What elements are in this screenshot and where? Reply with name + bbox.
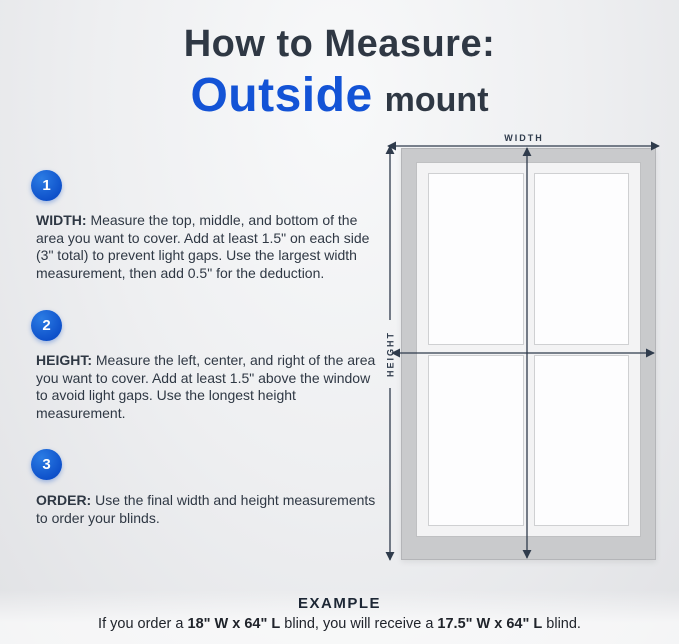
example-received-size: 17.5" W x 64" L: [437, 616, 543, 632]
step-3-text: [36, 492, 382, 527]
page-title: [0, 24, 679, 123]
height-label: HEIGHT: [385, 330, 396, 378]
title-line1: How to Measure:: [183, 23, 496, 65]
step-2-label: HEIGHT:: [36, 352, 92, 368]
step-1-badge: [31, 170, 62, 201]
width-label: WIDTH: [504, 133, 544, 143]
example-suffix: blind.: [542, 616, 581, 632]
step-3-label: ORDER:: [36, 492, 92, 508]
example-footer: [0, 590, 679, 644]
step-2-number: 2: [42, 317, 51, 334]
step-3-body: Use the final width and height measurements to order your blinds.: [36, 492, 376, 526]
example-heading: EXAMPLE: [297, 595, 381, 612]
example-sentence: [0, 616, 679, 632]
window-measurement-diagram: [383, 132, 671, 580]
example-mid: blind, you will receive a: [280, 616, 438, 632]
step-1-label: WIDTH:: [36, 212, 87, 228]
step-2-text: [36, 352, 382, 422]
title-rest: mount: [384, 80, 489, 119]
step-1-number: 1: [42, 177, 51, 194]
measurement-arrows: [383, 132, 671, 580]
step-3-badge: [31, 449, 62, 480]
example-prefix: If you order a: [98, 616, 188, 632]
step-2-body: Measure the left, center, and right of the area you want to cover. Add at least 1.5" above the window to avoid light gaps. Use the longest height measurement.: [36, 352, 376, 421]
step-3-number: 3: [42, 456, 51, 473]
title-line2: [0, 68, 679, 123]
title-highlight: Outside: [190, 68, 373, 122]
step-2-badge: [31, 310, 62, 341]
step-1-body: Measure the top, middle, and bottom of the area you want to cover. Add at least 1.5" on each side (3" total) to prevent light gaps. Use the largest width measurement, then add 0.5" for the deduction.: [36, 212, 370, 281]
step-1-text: [36, 212, 382, 282]
example-ordered-size: 18" W x 64" L: [187, 616, 281, 632]
